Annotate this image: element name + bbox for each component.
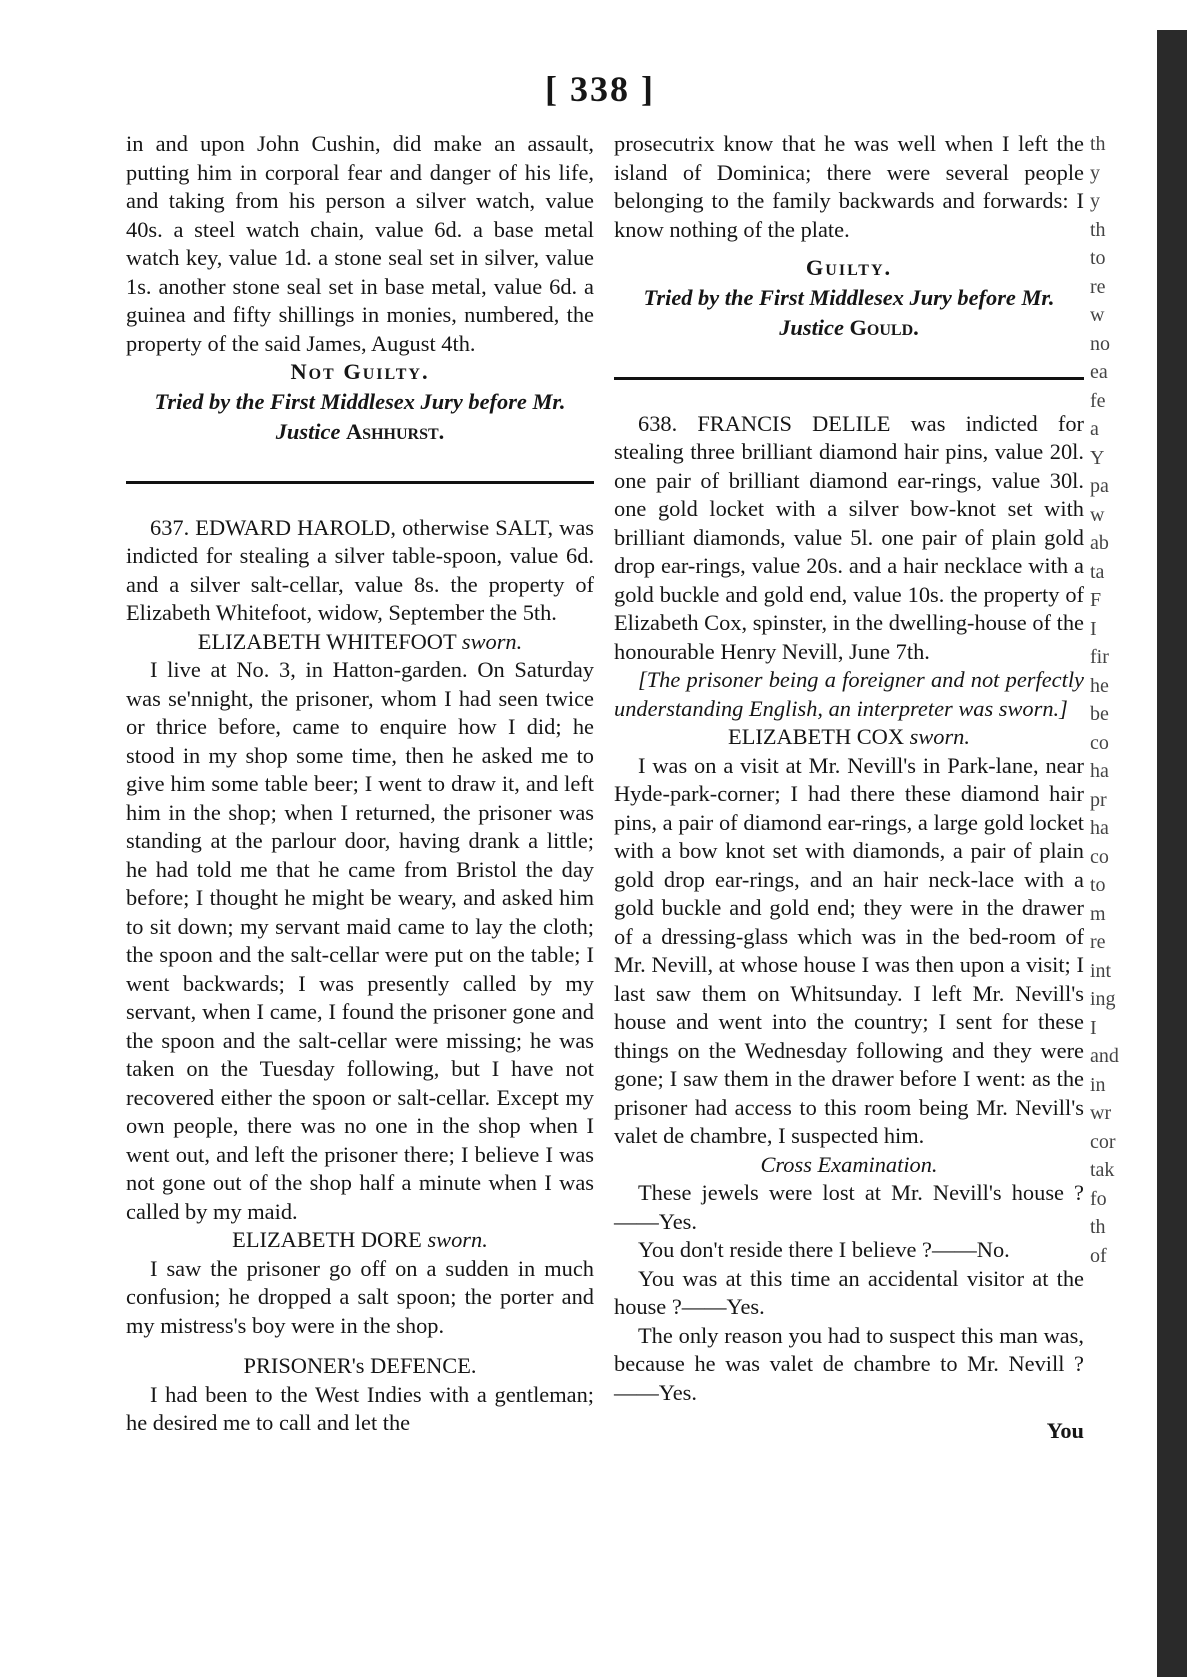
bleed-fragment: int [1090,959,1112,982]
judge-name: Ashhurst. [346,418,445,444]
bleed-fragment: ea [1090,361,1108,383]
judge-name: Gould. [849,314,919,340]
witness-name: ELIZABETH DORE [232,1227,422,1252]
qa-line: The only reason you had to suspect this man was, because he was valet de chambre to Mr. Nevill ?——Yes. [614,1322,1084,1405]
bleed-fragment: ab [1090,532,1109,554]
bleed-fragment: fir [1090,646,1109,668]
bleed-fragment: fo [1090,1187,1107,1210]
witness-heading-whitefoot [126,628,594,657]
bleed-fragment: th [1090,133,1106,155]
bleed-fragment: ha [1090,817,1109,839]
witness-heading-cox [614,723,1084,752]
bleed-fragment: be [1090,703,1109,725]
tried-before-line [126,387,594,447]
case-638-intro: 638. FRANCIS DELILE was indicted for stealing three brilliant diamond hair pins, value 20l. one pair of brilliant diamond ear-rings, value 30l. one gold locket with a silver bow-knot set with brilliant diamonds, value 5l. one pair of plain gold drop ear-rings, value 20s. and a hair necklace with a gold buckle and gold end, value 10s. the property of Elizabeth Cox, spinster, in the dwelling-house of the honourable Henry Nevill, June 7th. [614,410,1084,664]
bleed-fragment: w [1090,304,1105,326]
qa-line: You was at this time an accidental visitor at the house ?——Yes. [614,1265,1084,1319]
bleed-fragment: co [1090,731,1109,754]
bleed-fragment: Y [1090,446,1105,469]
sworn-label: sworn. [909,724,970,749]
sworn-label: sworn. [461,628,523,654]
bleed-fragment: co [1090,845,1109,868]
bleed-fragment: a [1090,418,1099,440]
bleed-fragment: y [1090,190,1100,212]
catchword: You [1046,1418,1084,1443]
tried-before-text: Tried by the First Middlesex Jury before Mr. Justice [643,284,1055,340]
cox-testimony: I was on a visit at Mr. Nevill's in Park-lane, near Hyde-park-corner; I had there these diamond hair pins, a pair of diamond ear-rings, a large gold locket with a bow knot set with diamonds, a pair of plain gold drop ear-rings, and an hair neck-lace with a gold buckle and gold end; they were in the drawer of a dressing-glass which was in the bed-room of Mr. Nevill, at whose house I was then upon a visit; I last saw them on Whitsunday. I left Mr. Nevill's house and went into the country; I sent for these things on the Wednesday following and they were gone; I saw them in the drawer before I went: as the prisoner had access to this room being Mr. Nevill's valet de chambre, I suspected him. [614,752,1084,1148]
sworn-label: sworn. [427,1227,488,1252]
bleed-fragment: I [1090,617,1097,640]
binding-gutter [1157,30,1187,1677]
bleed-fragment: re [1090,275,1106,298]
bleed-fragment: ha [1090,760,1109,782]
bleed-fragment: cor [1090,1130,1116,1153]
tried-before-line [614,283,1084,343]
verdict-not-guilty: Not Guilty. [290,359,430,384]
bleed-fragment: of [1090,1244,1107,1267]
cross-examination-heading: Cross Examination. [760,1151,938,1177]
continuation-paragraph: prosecutrix know that he was well when I left the island of Dominica; there were several people belonging to the family backwards and forwards: I know nothing of the plate. [614,131,1084,242]
bleed-fragment: to [1090,247,1106,269]
dore-testimony: I saw the prisoner go off on a sudden in much confusion; he dropped a salt spoon; the porter and my mistress's boy were in the shop. [126,1255,594,1338]
interpreter-note: [The prisoner being a foreigner and not perfectly understanding English, an interpreter was sworn.] [614,667,1084,721]
bleed-fragment: no [1090,332,1110,355]
tried-before-text: Tried by the First Middlesex Jury before Mr. Justice [154,388,566,444]
right-column [614,130,1084,1446]
bleed-fragment: F [1090,589,1102,611]
bleed-fragment: y [1090,161,1100,184]
bleed-fragment: m [1090,902,1106,925]
witness-name: ELIZABETH COX [728,724,905,749]
verdict-guilty: Guilty. [805,255,893,280]
bleed-fragment: ing [1090,988,1116,1010]
case-637-intro: 637. EDWARD HAROLD, otherwise SALT, was indicted for stealing a silver table-spoon, value 6d. and a silver salt-cellar, value 8s. the property of Elizabeth Whitefoot, widow, September the 5th. [126,514,594,625]
bleed-fragment: and [1090,1045,1119,1067]
bleed-fragment: pr [1090,788,1107,811]
bleed-fragment: pa [1090,475,1109,497]
bleed-fragment: he [1090,674,1109,697]
bleed-fragment: th [1090,218,1106,241]
bleed-fragment: wr [1090,1102,1112,1124]
defence-heading: PRISONER's DEFENCE. [243,1353,477,1378]
section-divider [614,377,1084,380]
bleed-fragment: re [1090,931,1106,953]
page-number: [ 338 ] [545,69,655,109]
facing-page-edge [1090,130,1150,1650]
bleed-fragment: fe [1090,389,1106,412]
qa-line: These jewels were lost at Mr. Nevill's house ?——Yes. [614,1180,1084,1234]
witness-name: ELIZABETH WHITEFOOT [197,628,457,654]
left-column [126,130,594,1438]
opening-paragraph: in and upon John Cushin, did make an assault, putting him in corporal fear and danger of his life, and taking from his person a silver watch, value 40s. a steel watch chain, value 6d. a base metal watch key, value 1d. a stone seal set in silver, value 1s. another stone seal set in base metal, value 6d. a guinea and fifty shillings in monies, numbered, the property of the said James, August 4th. [126,131,594,356]
qa-line: You don't reside there I believe ?——No. [638,1237,1010,1262]
bleed-fragment: th [1090,1216,1106,1238]
bleed-fragment: in [1090,1073,1106,1096]
witness-heading-dore [126,1226,594,1255]
bleed-fragment: tak [1090,1159,1115,1181]
defence-text: I had been to the West Indies with a gentleman; he desired me to call and let the [126,1381,594,1435]
bleed-fragment: ta [1090,560,1105,583]
whitefoot-testimony: I live at No. 3, in Hatton-garden. On Saturday was se'nnight, the prisoner, whom I had seen twice or thrice before, came to enquire how I did; he stood in my shop some time, then he asked me to give him some table beer; I went to draw it, and left him in the shop; when I returned, the prisoner was standing at the parlour door, having drank a little; he had told me that he came from Bristol the day before; I thought he might be weary, and asked him to sit down; my servant maid came to lay the cloth; the spoon and the salt-cellar were put on the table; I went backwards; I was presently called by my servant, when I came, I found the prisoner gone and the spoon and the salt-cellar were missing; he was taken on the Tuesday following, but I have not recovered either the spoon or salt-cellar. Except my own people, there was no one in the shop when I went out, and left the prisoner there; I believe I was not gone out of the shop half a minute when I was called by my maid. [126,657,594,1224]
bleed-fragment: w [1090,503,1105,526]
section-divider [126,481,594,484]
bleed-fragment: I [1090,1016,1097,1039]
bleed-fragment: to [1090,874,1106,896]
